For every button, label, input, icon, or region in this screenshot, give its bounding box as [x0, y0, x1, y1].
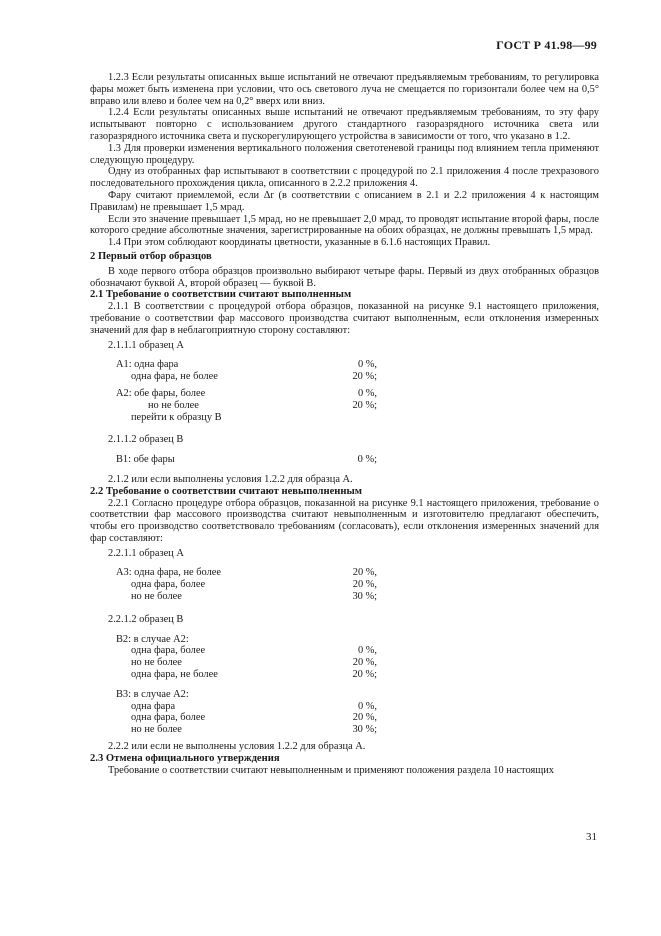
paragraph-1-3-b: Фару считают приемлемой, если Δr (в соответствии с описанием в 2.1 и 2.2 приложения 4 к настоящим Правилам) не превышает 1,5 мрад.	[90, 189, 599, 213]
paragraph-1-3-c: Если это значение превышает 1,5 мрад, но не превышает 2,0 мрад, то проводят испытание второй фары, после которого средние абсолютные значения, зарегистрированные на обоих образцах, не должны превышать 1,5 мрад.	[90, 213, 599, 237]
heading-2-3: 2.3 Отмена официального утверждения	[90, 752, 280, 764]
page-number: 31	[586, 831, 597, 843]
paragraph-1-2-3: 1.2.3 Если результаты описанных выше испытаний не отвечают предъявляемым требованиям, то регулировка фары может быть изменена при условии, что ось светового луча не смещается по горизонтали более чем на 0,5° вправо или влево и более чем на 0,2° вверх или вниз.	[90, 72, 599, 107]
a2-line-1: А2: обе фары, более	[116, 387, 206, 399]
a3-line-1: А3: одна фара, не более	[116, 567, 222, 579]
criteria-a1	[90, 359, 599, 383]
b2-line-2: но не более	[131, 657, 182, 669]
a1-value-2: 20 %;	[352, 371, 377, 383]
b3-line-3: но не более	[131, 724, 182, 736]
b3-line-1: одна фара	[131, 700, 176, 712]
paragraph-2-1-1: 2.1.1 В соответствии с процедурой отбора образцов, показанной на рисунке 9.1 настоящего приложения, требование о соответствии фар массового производства считают выполненным, если отклонения измеренных значений для фар в неблагоприятную сторону составляют:	[90, 301, 599, 336]
a3-value-3: 30 %;	[352, 591, 377, 603]
b3-line-0: В3: в случае А2:	[116, 688, 189, 700]
section-2-heading: 2 Первый отбор образцов	[90, 250, 212, 262]
b2-value-1: 0 %,	[357, 645, 377, 657]
a2-line-3: перейти к образцу В	[131, 411, 222, 423]
a3-line-2: одна фара, более	[131, 579, 206, 591]
paragraph-2-3: Требование о соответствии считают невыполненным и применяют положения раздела 10 настоящих	[108, 764, 554, 776]
paragraph-1-2-4: 1.2.4 Если результаты описанных выше испытаний не отвечают предъявляемым требованиям, то эту фару испытывают повторно с использованием другого стандартного газоразрядного источника света или газоразрядного источника света и пускорегулирующего устройства в зависимости от того, что указано в 1.2.	[90, 107, 599, 142]
paragraph-2-1-2: 2.1.2 или если выполнены условия 1.2.2 для образца А.	[108, 473, 353, 485]
label-2-1-1-2: 2.1.1.2 образец В	[108, 434, 184, 446]
a2-value-1: 0 %,	[357, 387, 377, 399]
a2-line-2: но не более	[148, 399, 199, 411]
b1-line-1: В1: обе фары	[116, 454, 175, 466]
b2-line-3: одна фара, не более	[131, 669, 218, 681]
label-2-2-1-2: 2.2.1.2 образец В	[108, 613, 184, 625]
criteria-a2	[90, 388, 599, 423]
b3-line-2: одна фара, более	[131, 712, 206, 724]
heading-2-1: 2.1 Требование о соответствии считают выполненным	[90, 289, 352, 301]
a2-value-2: 20 %;	[352, 399, 377, 411]
paragraph-2-2-2: 2.2.2 или если не выполнены условия 1.2.2 для образца А.	[108, 741, 366, 753]
b3-value-3: 30 %;	[352, 724, 377, 736]
a1-line-1: А1: одна фара	[116, 359, 179, 371]
b2-line-1: одна фара, более	[131, 645, 206, 657]
b1-value-1: 0 %;	[357, 454, 377, 466]
a1-value-1: 0 %,	[357, 359, 377, 371]
paragraph-1-3: 1.3 Для проверки изменения вертикального положения светотеневой границы под влиянием тепла применяют следующую процедуру.	[90, 142, 599, 166]
a3-value-2: 20 %,	[352, 579, 377, 591]
b3-value-2: 20 %,	[352, 712, 377, 724]
criteria-a3	[90, 567, 599, 602]
page-header-standard-code: ГОСТ Р 41.98—99	[496, 38, 597, 52]
criteria-b1	[90, 454, 599, 466]
a3-value-1: 20 %,	[352, 567, 377, 579]
heading-2-2: 2.2 Требование о соответствии считают невыполненным	[90, 485, 362, 497]
b2-value-3: 20 %;	[352, 669, 377, 681]
criteria-b2	[90, 634, 599, 681]
b3-value-1: 0 %,	[357, 700, 377, 712]
b2-value-2: 20 %,	[352, 657, 377, 669]
paragraph-1-4: 1.4 При этом соблюдают координаты цветности, указанные в 6.1.6 настоящих Правил.	[108, 237, 491, 249]
paragraph-1-3-a: Одну из отобранных фар испытывают в соответствии с процедурой по 2.1 приложения 4 после трехразового последовательного прохождения цикла, описанного в 2.2.2 приложения 4.	[90, 166, 599, 190]
criteria-b3	[90, 689, 599, 736]
a1-line-2: одна фара, не более	[131, 371, 218, 383]
label-2-1-1-1: 2.1.1.1 образец А	[108, 339, 184, 351]
label-2-2-1-1: 2.2.1.1 образец А	[108, 547, 184, 559]
b2-line-0: В2: в случае А2:	[116, 633, 189, 645]
section-2-intro: В ходе первого отбора образцов произвольно выбирают четыре фары. Первый из двух отобранных образцов обозначают буквой А, второй образец — буквой В.	[90, 265, 599, 289]
paragraph-2-2-1: 2.2.1 Согласно процедуре отбора образцов, показанной на рисунке 9.1 настоящего приложения, требование о соответствии фар массового производства считают невыполненным и изготовителю предлагают обеспечить, чтобы его производство соответствовало требованиям (согласовать), если отклонения измеренных значений для фар составляют:	[90, 497, 599, 544]
a3-line-3: но не более	[131, 591, 182, 603]
document-body	[90, 72, 599, 776]
